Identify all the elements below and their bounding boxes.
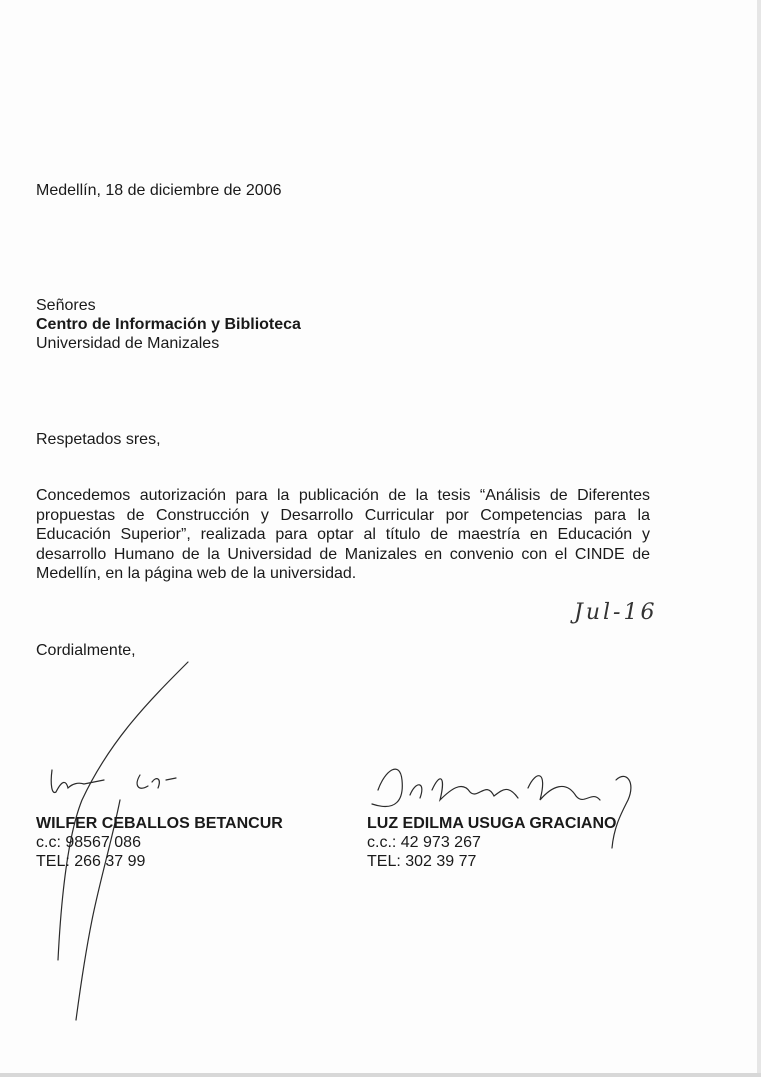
recipient-title: Señores [36, 297, 96, 314]
signature-right-flourish [612, 776, 631, 848]
signature-right-stroke [372, 769, 402, 806]
letter-body: Concedemos autorización para la publicación de la tesis “Análisis de Diferentes propuestas de Construcción y Desarrollo Curricular por Competencias para la Educación Superior”, realizada para optar al título de maestría en Educación y desarrollo Humano de la Universidad de Manizales en convenio con el CINDE de Medellín, en la página web de la universidad. [36, 487, 650, 582]
signatory-left-phone: TEL: 266 37 99 [36, 853, 146, 870]
signatory-right-phone: TEL: 302 39 77 [367, 853, 477, 870]
scan-edge-right [757, 0, 761, 1077]
closing: Cordialmente, [36, 642, 136, 659]
recipient-institution: Universidad de Manizales [36, 335, 220, 352]
signature-right-text [410, 776, 600, 800]
recipient-organization: Centro de Información y Biblioteca [36, 316, 301, 333]
signature-left-stroke [58, 662, 188, 960]
signatory-right-name: LUZ EDILMA USUGA GRACIANO [367, 815, 617, 832]
date-line: Medellín, 18 de diciembre de 2006 [36, 182, 282, 199]
signatory-left-id: c.c: 98567 086 [36, 834, 141, 851]
signatory-right-id: c.c.: 42 973 267 [367, 834, 481, 851]
signature-left-initials [137, 775, 176, 788]
greeting: Respetados sres, [36, 431, 161, 448]
signatory-left-name: WILFER CEBALLOS BETANCUR [36, 815, 283, 832]
handwritten-note: Jul-16 [574, 600, 658, 625]
scan-edge-bottom [0, 1073, 761, 1077]
